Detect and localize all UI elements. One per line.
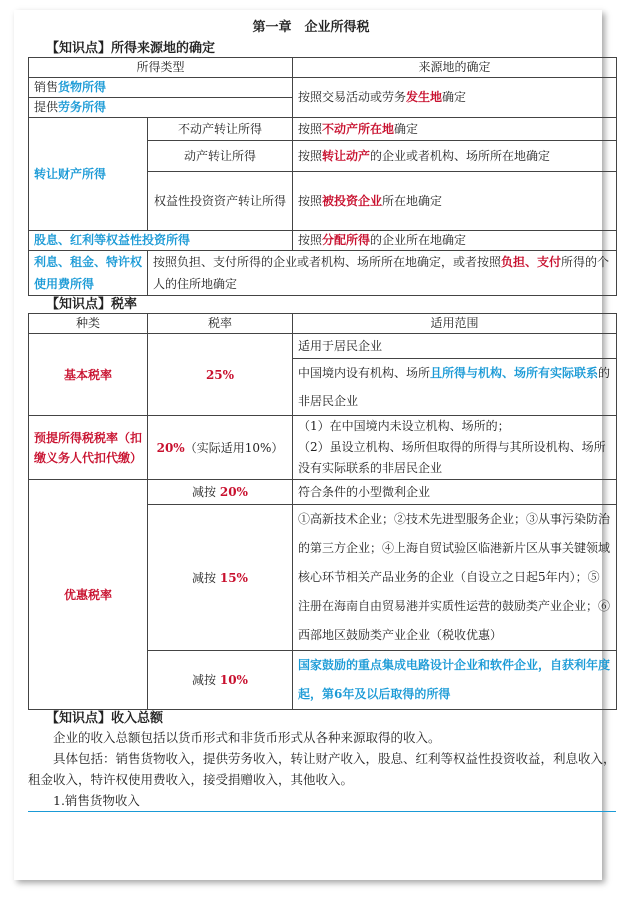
movable-source: 按照转让动产的企业或者机构、场所所在地确定 xyxy=(293,141,617,172)
equity-label: 权益性投资资产转让所得 xyxy=(148,172,293,231)
table-header-row xyxy=(29,314,617,334)
income-source-table xyxy=(28,57,617,296)
realestate-label: 不动产转让所得 xyxy=(148,118,293,141)
transfer-income-label: 转让财产所得 xyxy=(29,118,148,231)
dividend-source: 按照分配所得的企业所在地确定 xyxy=(293,231,617,251)
kp1-heading: 【知识点】所得来源地的确定 xyxy=(46,41,216,56)
service-income-cell: 提供劳务所得 xyxy=(29,98,293,118)
rate15-scope: ①高新技术企业；②技术先进型服务企业；③从事污染防治的第三方企业；④上海自贸试验区临港新片区从事关键领域核心环节相关产品业务的企业（自设立之日起5年内）；⑤注册在海南自由贸易港并实质性运营的鼓励类产业企业；⑥西部地区鼓励类产业企业（税收优惠） xyxy=(293,505,617,651)
realestate-source: 按照不动产所在地确定 xyxy=(293,118,617,141)
rate15-value: 减按 15% xyxy=(148,505,293,651)
basic-scope-1: 适用于居民企业 xyxy=(293,334,617,359)
header-rate: 税率 xyxy=(148,314,293,334)
goods-income-cell: 销售货物所得 xyxy=(29,78,293,98)
rate20-scope: 符合条件的小型微利企业 xyxy=(293,480,617,505)
withhold-rate-value: 20%（实际适用10%） xyxy=(148,416,293,480)
bottom-rule xyxy=(28,811,616,812)
chapter-title: 第一章 企业所得税 xyxy=(252,20,370,35)
tax-rate-table xyxy=(28,313,617,710)
basic-scope-2: 中国境内设有机构、场所且所得与机构、场所有实际联系的非居民企业 xyxy=(293,359,617,416)
table-row xyxy=(29,78,617,98)
document-page xyxy=(16,18,616,812)
withhold-scope: （1）在中国境内未设立机构、场所的； （2）虽设立机构、场所但取得的所得与其所设机构、场所没有实际联系的非居民企业 xyxy=(293,416,617,480)
header-kind: 种类 xyxy=(29,314,148,334)
table-header-row xyxy=(29,58,617,78)
rate10-value: 减按 10% xyxy=(148,651,293,710)
basic-rate-label: 基本税率 xyxy=(29,334,148,416)
table-row xyxy=(29,334,617,359)
rate10-scope: 国家鼓励的重点集成电路设计企业和软件企业，自获利年度起，第6年及以后取得的所得 xyxy=(293,651,617,710)
interest-source: 按照负担、支付所得的企业或者机构、场所所在地确定，或者按照负担、支付所得的个人的住所地确定 xyxy=(148,251,617,296)
table-row xyxy=(29,251,617,296)
table-row xyxy=(29,231,617,251)
pref-rate-label: 优惠税率 xyxy=(29,480,148,710)
table-row xyxy=(29,416,617,480)
trade-source-cell: 按照交易活动或劳务发生地确定 xyxy=(293,78,617,118)
kp3-paragraph-1: 企业的收入总额包括以货币形式和非货币形式从各种来源取得的收入。 xyxy=(53,730,441,745)
kp2-heading: 【知识点】税率 xyxy=(46,297,138,312)
kp3-paragraph-2: 具体包括：销售货物收入，提供劳务收入，转让财产收入，股息、红利等权益性投资收益，利息收入，租金收入，特许权使用费收入，接受捐赠收入，其他收入。 xyxy=(28,751,616,787)
kp3-heading: 【知识点】收入总额 xyxy=(46,711,164,726)
header-income-type: 所得类型 xyxy=(29,58,293,78)
equity-source: 按照被投资企业所在地确定 xyxy=(293,172,617,231)
movable-label: 动产转让所得 xyxy=(148,141,293,172)
header-scope: 适用范围 xyxy=(293,314,617,334)
table-row xyxy=(29,118,617,141)
interest-label: 利息、租金、特许权使用费所得 xyxy=(29,251,148,296)
kp3-paragraph-3: 1.销售货物收入 xyxy=(53,793,140,808)
basic-rate-value: 25% xyxy=(148,334,293,416)
table-row xyxy=(29,480,617,505)
header-source: 来源地的确定 xyxy=(293,58,617,78)
rate20-value: 减按 20% xyxy=(148,480,293,505)
withhold-rate-label: 预提所得税税率（扣缴义务人代扣代缴） xyxy=(29,416,148,480)
dividend-label: 股息、红利等权益性投资所得 xyxy=(29,231,293,251)
